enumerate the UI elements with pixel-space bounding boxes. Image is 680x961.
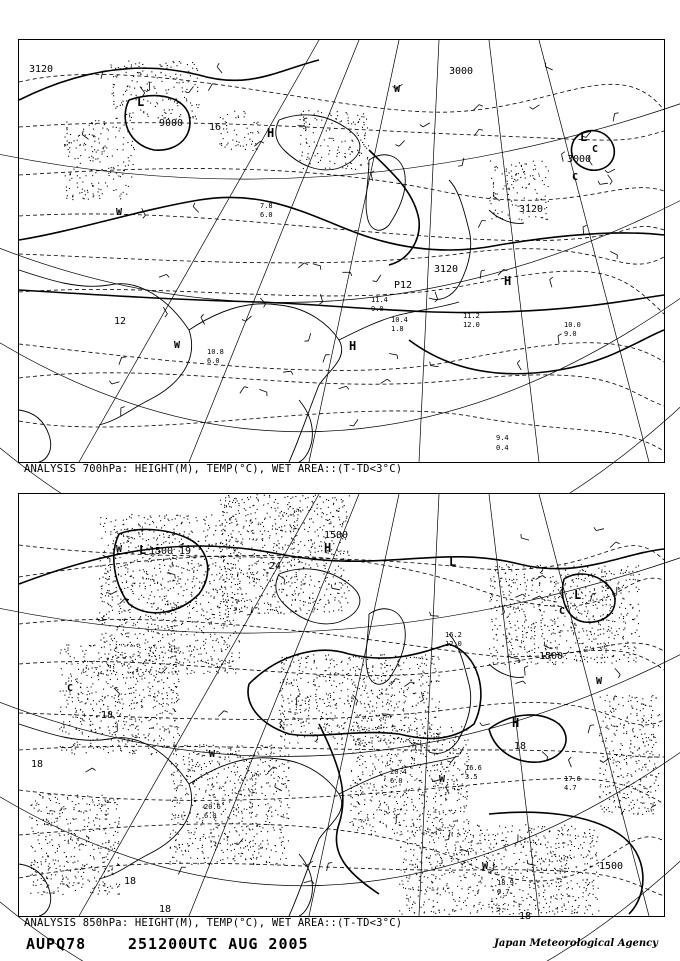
station-value: 16.2	[445, 631, 462, 639]
pressure-symbol: H	[349, 339, 357, 353]
station-value: 12.0	[445, 640, 462, 648]
station-value: 4.7	[564, 784, 577, 792]
pressure-symbol: C	[592, 144, 599, 155]
map-850hpa	[19, 494, 664, 922]
station-value: 0.4	[496, 444, 509, 452]
contour-label: 9000	[159, 118, 184, 129]
contour-label: 18	[31, 759, 44, 770]
contour-label: 16	[209, 122, 222, 133]
pressure-symbol: H	[267, 126, 275, 140]
contour-label: P12	[394, 280, 413, 291]
station-value: 1.8	[391, 325, 404, 333]
lat-lon-grid	[0, 494, 680, 961]
station-value: 9.0	[564, 330, 577, 338]
contour-label: 19	[179, 546, 192, 557]
pressure-symbol: C	[559, 606, 566, 617]
contour-label: 3120	[29, 64, 54, 75]
wet-area-stipple	[64, 61, 549, 221]
station-value: 12.0	[463, 321, 480, 329]
pressure-symbol: C	[572, 172, 579, 183]
contour-label: 18	[159, 904, 172, 915]
map-700hpa	[19, 40, 664, 462]
pressure-symbol: W	[439, 774, 446, 785]
pressure-symbol: H	[504, 274, 512, 288]
station-value: 11.2	[463, 312, 480, 320]
pressure-symbol: W	[482, 861, 489, 872]
wind-barbs	[86, 527, 624, 884]
station-value: 6.0	[207, 357, 220, 365]
caption-850hpa: ANALYSIS 850hPa: HEIGHT(M), TEMP(°C), WET AREA::(T-TD<3°C)	[24, 917, 403, 929]
pressure-symbol: C	[67, 683, 74, 694]
station-value: 10.0	[564, 321, 581, 329]
agency-name: Japan Meteorological Agency	[494, 938, 658, 949]
chart-panel-850hpa	[18, 493, 665, 922]
isotherms	[19, 74, 664, 451]
station-value: 20.4	[390, 768, 407, 776]
caption-700hpa: ANALYSIS 700hPa: HEIGHT(M), TEMP(°C), WET AREA::(T-TD<3°C)	[24, 463, 403, 475]
chart-panel-700hpa	[18, 39, 665, 463]
pressure-symbol: L	[580, 130, 588, 144]
pressure-symbol: L	[137, 95, 145, 109]
station-value: 7.8	[260, 202, 273, 210]
contour-label: 1500	[599, 861, 624, 872]
contour-label: 1500	[324, 530, 349, 541]
pressure-symbol: L	[574, 588, 582, 602]
chart-code: AUPQ78	[26, 935, 87, 953]
pressure-symbol: W	[174, 340, 181, 351]
contour-label: 18	[124, 876, 137, 887]
contour-label: 3000	[567, 154, 592, 165]
contour-label: 18	[101, 710, 114, 721]
contour-label: 18	[514, 741, 527, 752]
station-value: 6.0	[204, 812, 217, 820]
station-value: 10.4	[391, 316, 408, 324]
pressure-symbol: W	[116, 544, 123, 555]
chart-valid-time: 251200UTC AUG 2005	[128, 935, 309, 953]
station-value: 6.0	[390, 777, 403, 785]
contour-label: 3120	[434, 264, 459, 275]
station-value: 17.6	[564, 775, 581, 783]
contour-label: 3000	[449, 66, 474, 77]
station-value: 10.8	[207, 348, 224, 356]
contour-label: 18	[519, 911, 532, 922]
contour-label: 3120	[519, 204, 544, 215]
pressure-symbol: W	[596, 676, 603, 687]
contour-label: 24	[269, 561, 282, 572]
pressure-symbol: W	[209, 749, 216, 760]
pressure-symbol: L	[139, 543, 147, 557]
station-value: 3.5	[465, 773, 478, 781]
pressure-symbol: W	[116, 207, 123, 218]
station-value: 9.0	[371, 305, 384, 313]
contour-label: 1500	[539, 651, 564, 662]
station-value: 9.4	[496, 434, 509, 442]
contour-label: 1500	[149, 546, 174, 557]
station-value: 0.7	[497, 888, 510, 896]
station-value: 18.9	[497, 879, 514, 887]
coastlines	[19, 569, 527, 916]
station-value: 16.6	[465, 764, 482, 772]
station-value: 20.6	[204, 803, 221, 811]
pressure-symbol: W	[394, 84, 401, 95]
contour-label: 12	[114, 316, 127, 327]
isotherms	[19, 545, 664, 896]
pressure-symbol: H	[512, 716, 520, 730]
pressure-symbol: L	[449, 555, 457, 569]
pressure-symbol: H	[324, 541, 332, 555]
station-value: 6.0	[260, 211, 273, 219]
station-value: 11.4	[371, 296, 388, 304]
